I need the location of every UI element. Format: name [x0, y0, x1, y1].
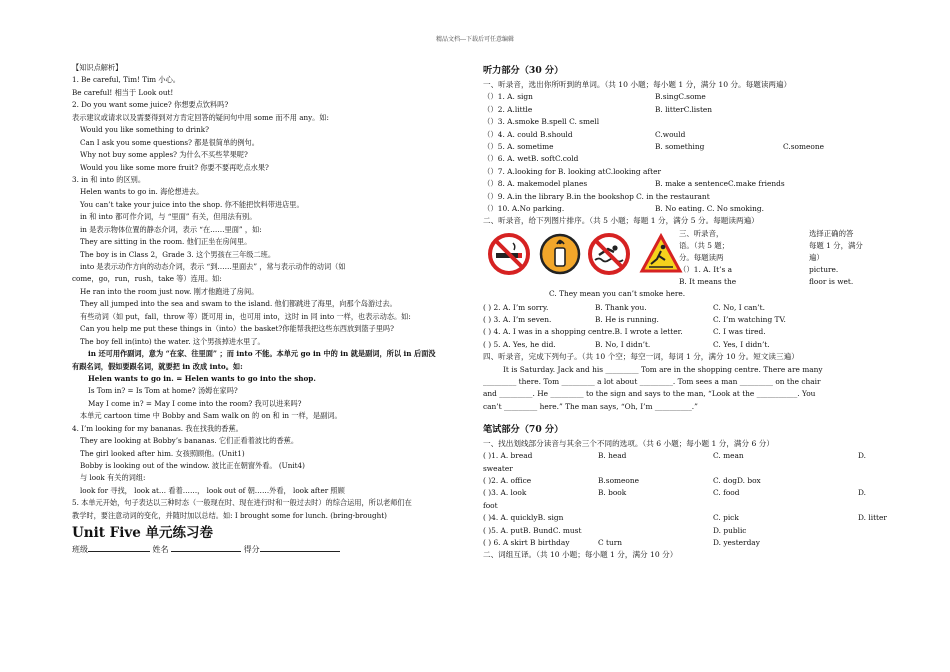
name-label: 姓名 — [152, 545, 169, 555]
question-cell: C. mean — [713, 451, 744, 461]
note-line: come，go，run，rush，take 等）连用。如: — [72, 274, 222, 284]
note-line: in 还可用作副词，意为 “在家、往里面” ；而 into 不能。本单元 go in 中的 in 就是副词，所以 in 后面没 — [88, 349, 436, 359]
question-row — [483, 463, 885, 475]
listening-title: 听力部分（30 分） — [483, 65, 564, 76]
question-row — [483, 500, 885, 512]
section3-heading-cell: 每题 1 分，满分 — [809, 240, 863, 250]
exam-column — [483, 62, 885, 562]
section3-heading-line — [679, 276, 885, 288]
section3-heading-line — [679, 240, 885, 252]
passage-line: can’t _________ here.” The man says, “Oh, I’m __________.” — [483, 401, 698, 411]
question-cell: ( )4. A. quicklyB. sign — [483, 513, 564, 523]
question-cell: C. dogD. box — [713, 476, 761, 485]
question-row — [483, 512, 885, 524]
no-littering-sign-icon — [538, 232, 582, 276]
knowledge-notes — [72, 62, 470, 522]
question-row — [483, 166, 885, 178]
section3-heading-cell: （）1. A. It’s a — [679, 264, 733, 274]
question-cell: C. pick — [713, 513, 739, 523]
note-line: Can I ask you some questions? 都是很简单的例句。 — [80, 137, 259, 147]
question-cell: C. food — [713, 488, 740, 498]
section3-heading-cell: B. It means the — [679, 277, 737, 287]
question-cell: （）2. A.little — [483, 104, 533, 114]
question-row — [483, 178, 885, 190]
note-line: You can’t take your juice into the shop. 你不能把饮料带进店里。 — [80, 199, 304, 209]
note-line: Bobby is looking out of the window. 波比正在朝窗外看。 (Unit4) — [80, 461, 305, 470]
question-row — [483, 339, 885, 351]
question-cell: B. book — [598, 488, 627, 498]
no-smoking-sign-icon — [487, 232, 531, 276]
note-line: Can you help me put these things in（into）the basket?你能帮我把这些东西放到篮子里吗? — [80, 324, 394, 334]
student-info-line — [72, 543, 470, 557]
no-swimming-sign-icon — [587, 232, 631, 276]
note-line: 本单元 cartoon time 中 Bobby and Sam walk on 的 on 和 in 一样，是副词。 — [80, 411, 342, 421]
note-line: 【知识点解析】 — [72, 63, 123, 72]
section3-heading-cell: 分。每题读两 — [679, 252, 724, 262]
question-row — [483, 104, 885, 116]
passage-line: It is Saturday. Jack and his _________ Tom are in the shopping centre. There are many — [503, 364, 823, 374]
question-cell: B. make a sentenceC.make friends — [655, 179, 785, 189]
question-row — [483, 91, 885, 103]
section3-heading-line — [679, 252, 885, 264]
question-cell: B. something — [655, 141, 705, 151]
question-cell: B. Thank you. — [595, 302, 647, 312]
question-cell: ( ) 6. A skirt B birthday — [483, 537, 570, 547]
question-cell: （）1. A. sign — [483, 92, 533, 102]
header-note: 精品文档---下载后可任意编辑 — [435, 36, 515, 43]
question-cell: ( )5. A. putB. BundC. must — [483, 525, 582, 535]
section2-3-block — [483, 228, 885, 302]
question-cell: （）5. A. sometime — [483, 141, 554, 151]
question-cell: ( ) 5. A. Yes, he did. — [483, 339, 556, 349]
passage-line: _________ there. Tom _________ a lot about _________. Tom sees a man _________ on the chair — [483, 376, 821, 386]
unit-title: Unit Five 单元练习卷 — [72, 525, 213, 542]
question-cell: （）9. A.in the library B.in the bookshop C. in the restaurant — [483, 191, 710, 201]
question-row — [483, 129, 885, 141]
question-cell: （）6. A. wetB. softC.cold — [483, 154, 579, 164]
question-cell: B. No, I didn’t. — [595, 339, 651, 349]
score-label: 得分 — [243, 545, 260, 555]
question-row — [483, 116, 885, 128]
note-line: The boy fell in(into) the water. 这个男孩掉进水里了。 — [80, 336, 265, 346]
written-title: 笔试部分（70 分） — [483, 423, 564, 435]
question-cell: ( )2. A. office — [483, 476, 532, 485]
question-cell: B. litterC.listen — [655, 104, 713, 114]
question-row — [483, 153, 885, 165]
question-cell: C turn — [598, 537, 623, 547]
section3-questions — [483, 302, 885, 352]
question-cell: D. — [858, 488, 867, 498]
note-line: 1. Be careful, Tim! Tim 小心。 — [72, 75, 180, 85]
question-row — [483, 141, 885, 153]
note-line: May I come in? = May I come into the room? 我可以进来吗? — [88, 398, 302, 408]
section1-questions — [483, 91, 885, 215]
question-cell: C. I’m watching TV. — [713, 315, 786, 325]
note-line: Be careful! 相当于 Look out! — [72, 87, 174, 97]
question-row — [483, 314, 885, 326]
question-cell: B. He is running. — [595, 315, 659, 325]
note-line: into 是表示动作方向的动态介词，表示 “到……里面去” ，常与表示动作的动词（如 — [80, 262, 346, 271]
question-cell: ( ) 4. A. I was in a shopping centre.B. I wrote a letter. — [483, 327, 683, 337]
section3-heading-cell: 三、听录音， — [679, 228, 724, 238]
section4-heading: 四、听录音，完成下列句子。（共 10 个空；每空一词，每词 1 分，满分 10 分。短文读三遍） — [483, 352, 799, 362]
question-cell: sweater — [483, 463, 513, 473]
section3-heading-cell: picture. — [809, 264, 839, 274]
question-cell: ( ) 2. A. I’m sorry. — [483, 302, 549, 312]
question-cell: D. public — [713, 525, 747, 535]
question-cell: C. Yes, I didn’t. — [713, 339, 770, 349]
note-line: in 是表示物体位置的静态介词，表示 “在……里面” ，如: — [80, 224, 262, 234]
knowledge-column — [72, 62, 470, 557]
note-line: The girl looked after him. 女孩照顾他。(Unit1) — [80, 448, 245, 458]
note-line: 表示建议或请求以及需要得到对方肯定回答的疑问句中用 some 而不用 any。如: — [72, 112, 329, 122]
question-row — [483, 475, 885, 487]
question-cell: B. head — [598, 451, 627, 461]
note-line: The boy is in Class 2，Grade 3. 这个男孩在三年级二班。 — [80, 249, 276, 259]
question-cell: C. No, I can’t. — [713, 302, 765, 312]
section1-heading: 一、听录音，选出你所听到的单词。（共 10 小题；每小题 1 分，满分 10 分。每题读两遍） — [483, 80, 792, 89]
section2-heading: 二、听录音，给下列图片排序。（共 5 小题；每题 1 分，满分 5 分。每题读两遍） — [483, 216, 759, 226]
question-cell: D. yesterday — [713, 537, 760, 547]
question-row — [483, 537, 885, 549]
question-cell: ( ) 3. A. I’m seven. — [483, 315, 552, 325]
note-line: Helen wants to go in. = Helen wants to go into the shop. — [88, 373, 316, 383]
written-section2-heading: 二、词组互译。（共 10 小题；每小题 1 分，满分 10 分） — [483, 550, 678, 560]
sign-pictures — [487, 230, 683, 288]
question-cell: （）4. A. could B.should — [483, 129, 573, 139]
note-line: Is Tom in? = Is Tom at home? 汤姆在家吗? — [88, 386, 238, 396]
written-section1-questions — [483, 450, 885, 549]
note-line: Why not buy some apples? 为什么不买些苹果呢? — [80, 150, 248, 160]
question-cell: （）7. A.looking for B. looking atC.looking after — [483, 166, 662, 176]
note-line: Would you like some more fruit? 你要不要再吃点水果? — [80, 162, 269, 172]
question-cell: C.someone — [783, 141, 824, 151]
written-section1-heading: 一、找出划线部分读音与其余三个不同的选项。（共 6 小题；每小题 1 分，满分 6 分） — [483, 438, 774, 448]
note-line: They are sitting in the room. 他们正坐在房间里。 — [80, 237, 252, 247]
section3-heading-cell: 遍） — [809, 252, 824, 262]
section4-passage — [483, 364, 885, 413]
class-label: 班级 — [72, 545, 88, 555]
score-blank[interactable] — [260, 543, 340, 552]
note-line: 4. I’m looking for my bananas. 我在找我的香蕉。 — [72, 423, 243, 433]
question-cell: C. I was tired. — [713, 327, 766, 337]
question-cell: C.would — [655, 129, 686, 139]
question-cell: ( )1. A. bread — [483, 451, 533, 461]
question-row — [483, 450, 885, 462]
note-line: Would you like something to drink? — [80, 125, 209, 135]
name-blank[interactable] — [171, 543, 241, 552]
section3-heading-wrap — [679, 228, 885, 288]
note-line: 5. 本单元开始，句子表达以三种时态（一般现在时、现在进行时和一般过去时）的综合运用，所以老师们在 — [72, 498, 412, 508]
question-cell: （）10. A.No parking. — [483, 203, 565, 213]
note-line: He ran into the room just now. 刚才他跑进了房间。 — [80, 286, 259, 296]
section3-heading-cell: 选择正确的答 — [809, 228, 854, 238]
section3-heading-line — [679, 228, 885, 240]
section3-heading-line — [679, 264, 885, 276]
section3-heading-cell: floor is wet. — [809, 277, 854, 287]
note-line: Helen wants to go in. 海伦想进去。 — [80, 187, 204, 197]
wet-floor-warning-icon — [639, 232, 683, 276]
question-cell: B.singC.some — [655, 92, 706, 102]
note-line: They are looking at Bobby’s bananas. 它们正看着波比的香蕉。 — [80, 436, 299, 446]
note-line: 2. Do you want some juice? 你想要点饮料吗? — [72, 100, 229, 110]
question-cell: D. — [858, 451, 867, 461]
question-cell: B. No eating. C. No smoking. — [655, 203, 764, 213]
question-cell: ( )3. A. look — [483, 488, 527, 498]
note-line: They all jumped into the sea and swam to the island. 他们都跳进了海里，向那个岛游过去。 — [80, 299, 397, 309]
note-line: 与 look 有关的词组: — [80, 473, 146, 483]
passage-line: and _________. He _________ to the sign and says to the man, “Look at the ___________. You — [483, 389, 816, 399]
note-line: 教学时，要注意动词的变化，并随时加以总结。如: I brought some for lunch. (bring-brought) — [72, 510, 387, 520]
question-row — [483, 203, 885, 215]
question-cell: foot — [483, 500, 498, 510]
question-cell: D. litter — [858, 513, 887, 523]
note-line: 有些动词（如 put，fall，throw 等）既可用 in，也可用 into，这时 in 同 into 一样，也表示动态。如: — [80, 311, 411, 321]
question-row — [483, 302, 885, 314]
note-line: in 和 into 都可作介词，与 “里面” 有关，但用法有别。 — [80, 212, 257, 222]
class-blank[interactable] — [88, 543, 150, 552]
question-cell: （）8. A. makemodel planes — [483, 179, 588, 189]
note-line: 有跟名词，假如要跟名词，就要把 in 改成 into。如: — [72, 361, 243, 371]
question-row — [483, 191, 885, 203]
note-line: 3. in 和 into 的区别。 — [72, 174, 146, 184]
note-line: look for 寻找， look at… 看着……， look out of 朝……外看， look after 照顾 — [80, 485, 345, 495]
question-cell: （）3. A.smoke B.spell C. smell — [483, 117, 600, 127]
question-cell: B.someone — [598, 476, 639, 485]
question-row — [483, 326, 885, 338]
question-row — [483, 525, 885, 537]
question-row — [483, 487, 885, 499]
section3-q1-option-c: C. They mean you can’t smoke here. — [549, 288, 686, 298]
section3-heading-cell: 语。（共 5 题； — [679, 240, 730, 250]
